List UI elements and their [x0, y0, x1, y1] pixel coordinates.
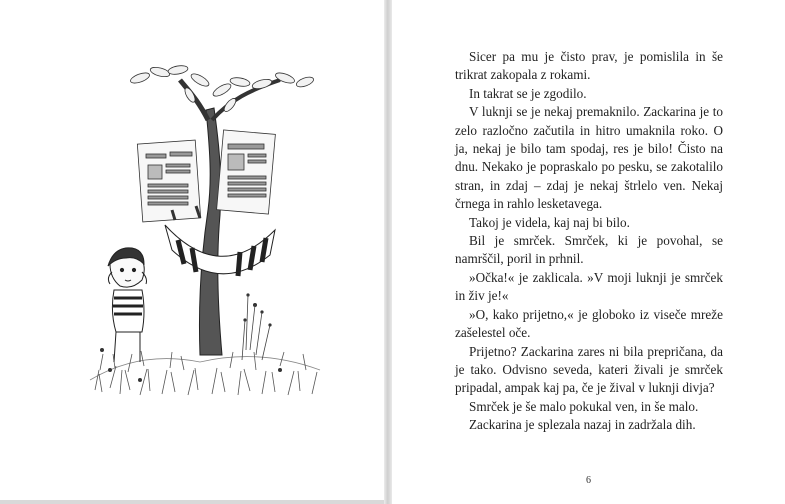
paragraph-10: Zackarina je splezala nazaj in zadržala dih.	[469, 417, 696, 433]
left-page	[0, 0, 384, 500]
paragraph-5: Bil je smrček. Smrček, ki je povohal, se namrščil, poril in prhnil.	[455, 233, 723, 267]
newspaper	[137, 130, 275, 222]
book-gutter	[384, 0, 392, 504]
paragraph-7: »O, kako prijetno,« je globoko iz viseče mreže zašelestel oče.	[455, 306, 723, 341]
body-text	[455, 48, 723, 435]
grass	[90, 351, 320, 395]
right-page	[392, 0, 785, 504]
paragraph-9: Smrček je še malo pokukal ven, in še malo.	[469, 398, 699, 414]
illustration	[80, 50, 330, 405]
paragraph-8: Prijetno? Zackarina zares ni bila prepričana, da je tako. Odvisno seveda, kateri živali je smrček pripadal, ampak kaj pa, če je žival v luknji divja?	[455, 343, 723, 396]
leaves	[129, 64, 315, 113]
page-number: 6	[586, 475, 591, 486]
paragraph-4: Takoj je videla, kaj naj bi bilo.	[469, 214, 630, 230]
paragraph-2: In takrat se je zgodilo.	[469, 85, 587, 101]
girl-figure	[108, 248, 147, 362]
paragraph-3: V luknji se je nekaj premaknilo. Zackarina je to zelo razločno začutila in hitro umaknila roko. O ja, nekaj je bilo tam spodaj, res je bilo! Čisto na dnu. Nekako je popraskalo po pesku, se zakotalilo stran, in zdaj – zdaj je nekaj štrlelo ven. Nekaj črnega in rahlo lesketavega.	[455, 104, 723, 212]
paragraph-6: »Očka!« je zaklicala. »V moji luknji je smrček in živ je!«	[455, 269, 723, 304]
paragraph-1: Sicer pa mu je čisto prav, je pomislila in še trikrat zakopala z rokami.	[455, 49, 723, 83]
tree-trunk	[199, 108, 222, 355]
